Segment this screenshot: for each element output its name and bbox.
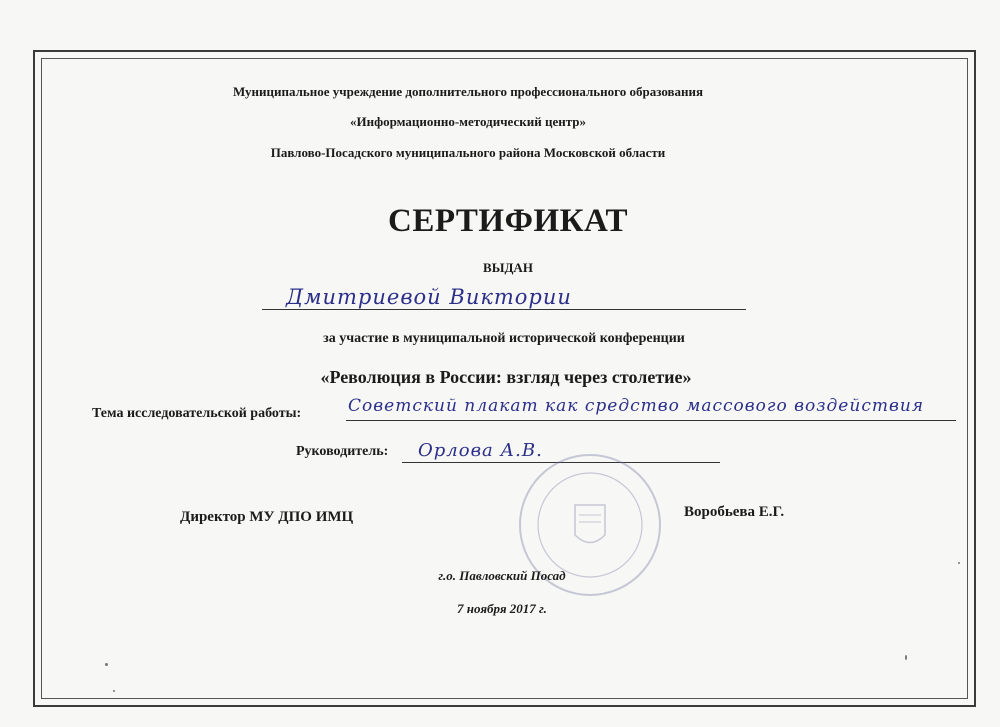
organization-line-1: Муниципальное учреждение дополнительного профессионального образования (232, 84, 704, 99)
organization-line-3: Павлово-Посадского муниципального района Московской области (270, 145, 666, 160)
issued-label: ВЫДАН (483, 260, 533, 275)
recipient-name-handwritten: Дмитриевой Виктории (286, 285, 572, 309)
director-title: Директор МУ ДПО ИМЦ (180, 509, 354, 525)
supervisor-handwritten: Орлова А.В. (418, 440, 543, 461)
participation-text: за участие в муниципальной исторической конференции (323, 331, 685, 346)
topic-field (92, 396, 932, 426)
supervisor-label: Руководитель: (296, 444, 389, 459)
footer-date: 7 ноября 2017 г. (457, 601, 547, 616)
scan-speck (958, 562, 960, 564)
conference-name: «Революция в России: взгляд через столетие» (320, 367, 692, 387)
organization-line-2: «Информационно-методический центр» (350, 114, 586, 129)
scan-speck (905, 655, 907, 660)
director-name: Воробьева Е.Г. (684, 504, 785, 520)
topic-label: Тема исследовательской работы: (92, 406, 302, 421)
scan-speck (113, 690, 115, 692)
topic-underline (346, 420, 956, 421)
topic-handwritten: Советский плакат как средство массового воздействия (348, 396, 925, 416)
footer-city: г.о. Павловский Посад (438, 568, 566, 583)
scan-speck (105, 663, 108, 666)
certificate-title: СЕРТИФИКАТ (388, 203, 628, 239)
recipient-underline (262, 309, 746, 310)
